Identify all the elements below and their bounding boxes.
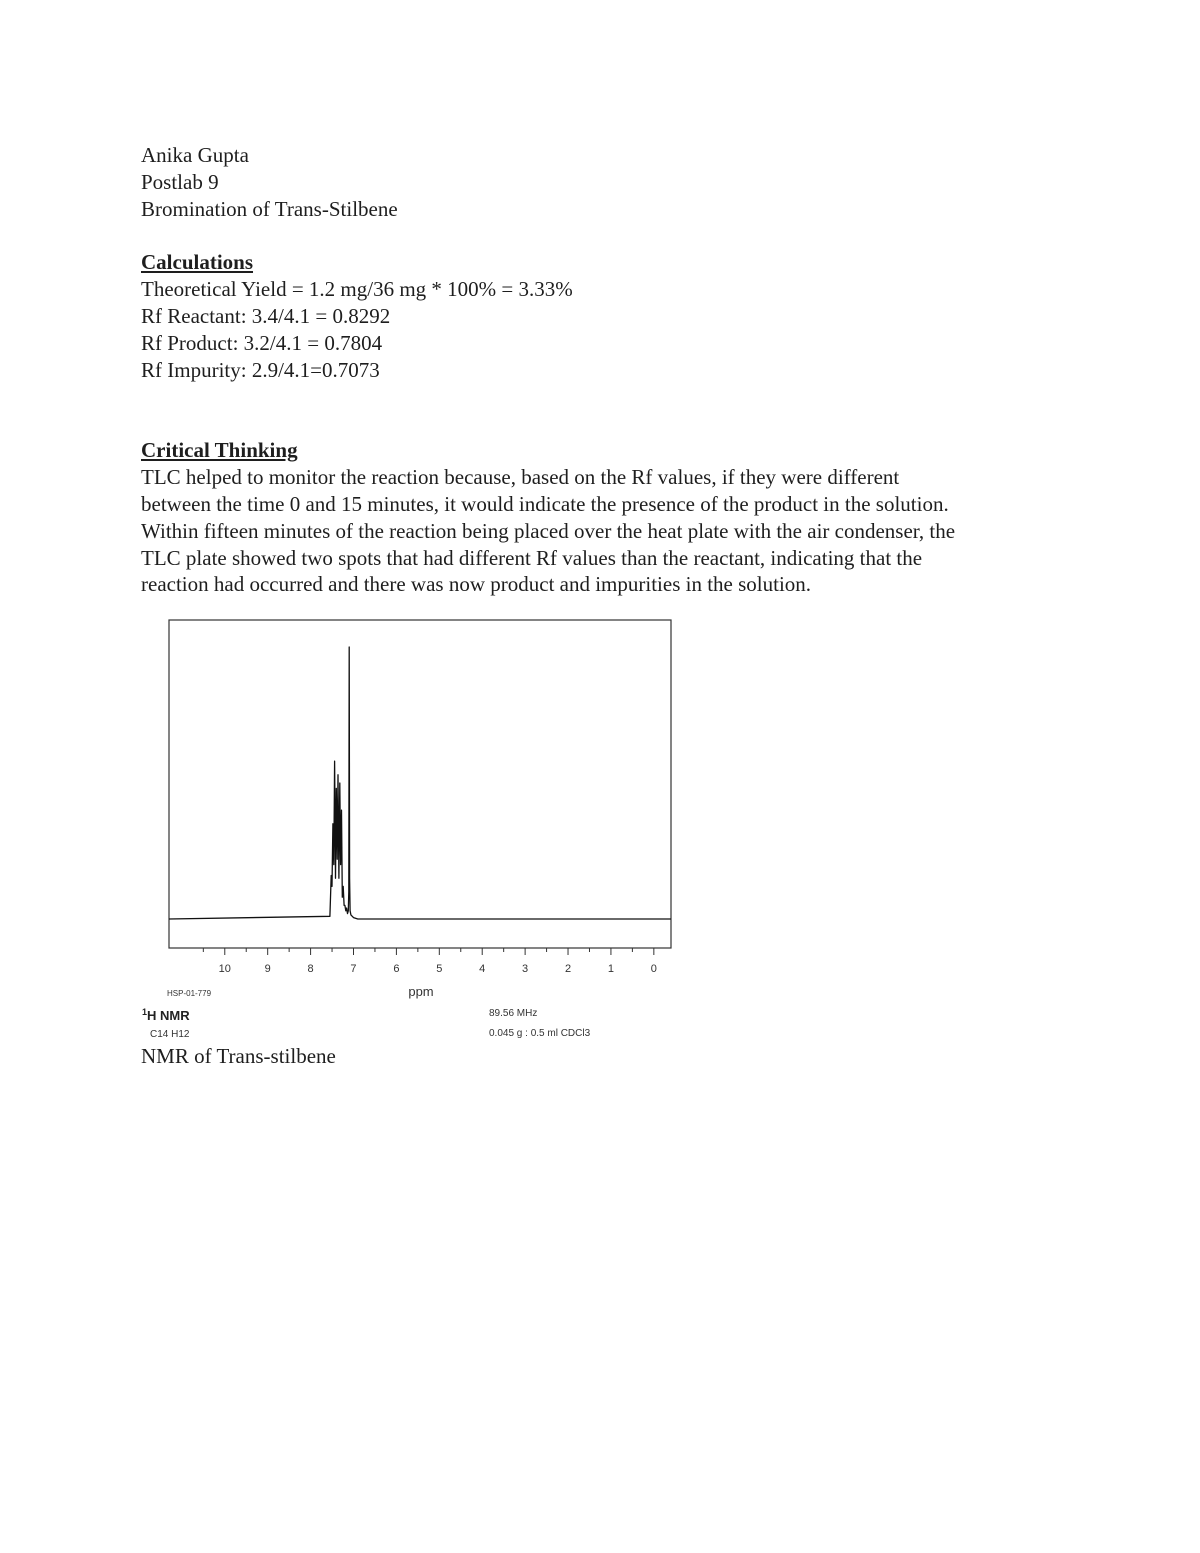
x-tick-label: 3 [522,963,529,975]
x-axis-tick-labels [219,963,657,975]
x-axis-label: ppm [408,984,434,999]
critical-thinking-paragraph [141,464,1081,598]
x-tick-label: 4 [479,963,486,975]
author-name: Anika Gupta [141,143,249,167]
paragraph-line: TLC plate showed two spots that had different Rf values than the reactant, indicating that the [141,545,923,570]
nmr-superscript: 1 [142,1007,148,1017]
paragraph-line: Within fifteen minutes of the reaction being placed over the heat plate with the air condenser, the [141,518,956,543]
x-tick-label: 0 [650,963,657,975]
spectrometer-frequency: 89.56 MHz [489,1008,538,1019]
paragraph-line: reaction had occurred and there was now product and impurities in the solution. [141,572,812,597]
nmr-figure [135,612,675,1044]
calc-line-rf-product: Rf Product: 3.2/4.1 = 0.7804 [141,330,383,355]
calculations-heading: Calculations [141,250,254,275]
nmr-label-text: H NMR [147,1008,190,1023]
x-tick-label: 7 [350,963,357,975]
sample-conditions: 0.045 g : 0.5 ml CDCl3 [489,1028,591,1039]
spectrum-code: HSP-01-779 [167,989,212,998]
document-title: Bromination of Trans-Stilbene [141,196,398,221]
figure-caption: NMR of Trans-stilbene [141,1044,336,1068]
course-label: Postlab 9 [141,169,219,194]
paragraph-line: between the time 0 and 15 minutes, it would indicate the presence of the product in the solution. [141,491,949,516]
calc-line-rf-impurity: Rf Impurity: 2.9/4.1=0.7073 [141,357,380,382]
x-tick-label: 5 [436,963,443,975]
calc-line-rf-reactant: Rf Reactant: 3.4/4.1 = 0.8292 [141,303,391,328]
document-body [141,142,1081,598]
plot-frame [169,620,671,948]
critical-thinking-heading: Critical Thinking [141,438,298,463]
x-tick-label: 10 [218,963,231,975]
x-tick-label: 9 [264,963,271,975]
nmr-type-label [142,1007,190,1023]
paragraph-line: TLC helped to monitor the reaction because, based on the Rf values, if they were different [141,465,900,490]
x-tick-label: 6 [393,963,400,975]
molecular-formula: C14 H12 [150,1029,190,1040]
x-tick-label: 8 [307,963,314,975]
x-tick-label: 2 [564,963,572,975]
nmr-spectrum-chart [135,612,675,1044]
x-axis-ticks [203,948,654,955]
calc-line-yield: Theoretical Yield = 1.2 mg/36 mg * 100% = 3.33% [141,277,573,302]
x-tick-label: 1 [607,963,614,975]
